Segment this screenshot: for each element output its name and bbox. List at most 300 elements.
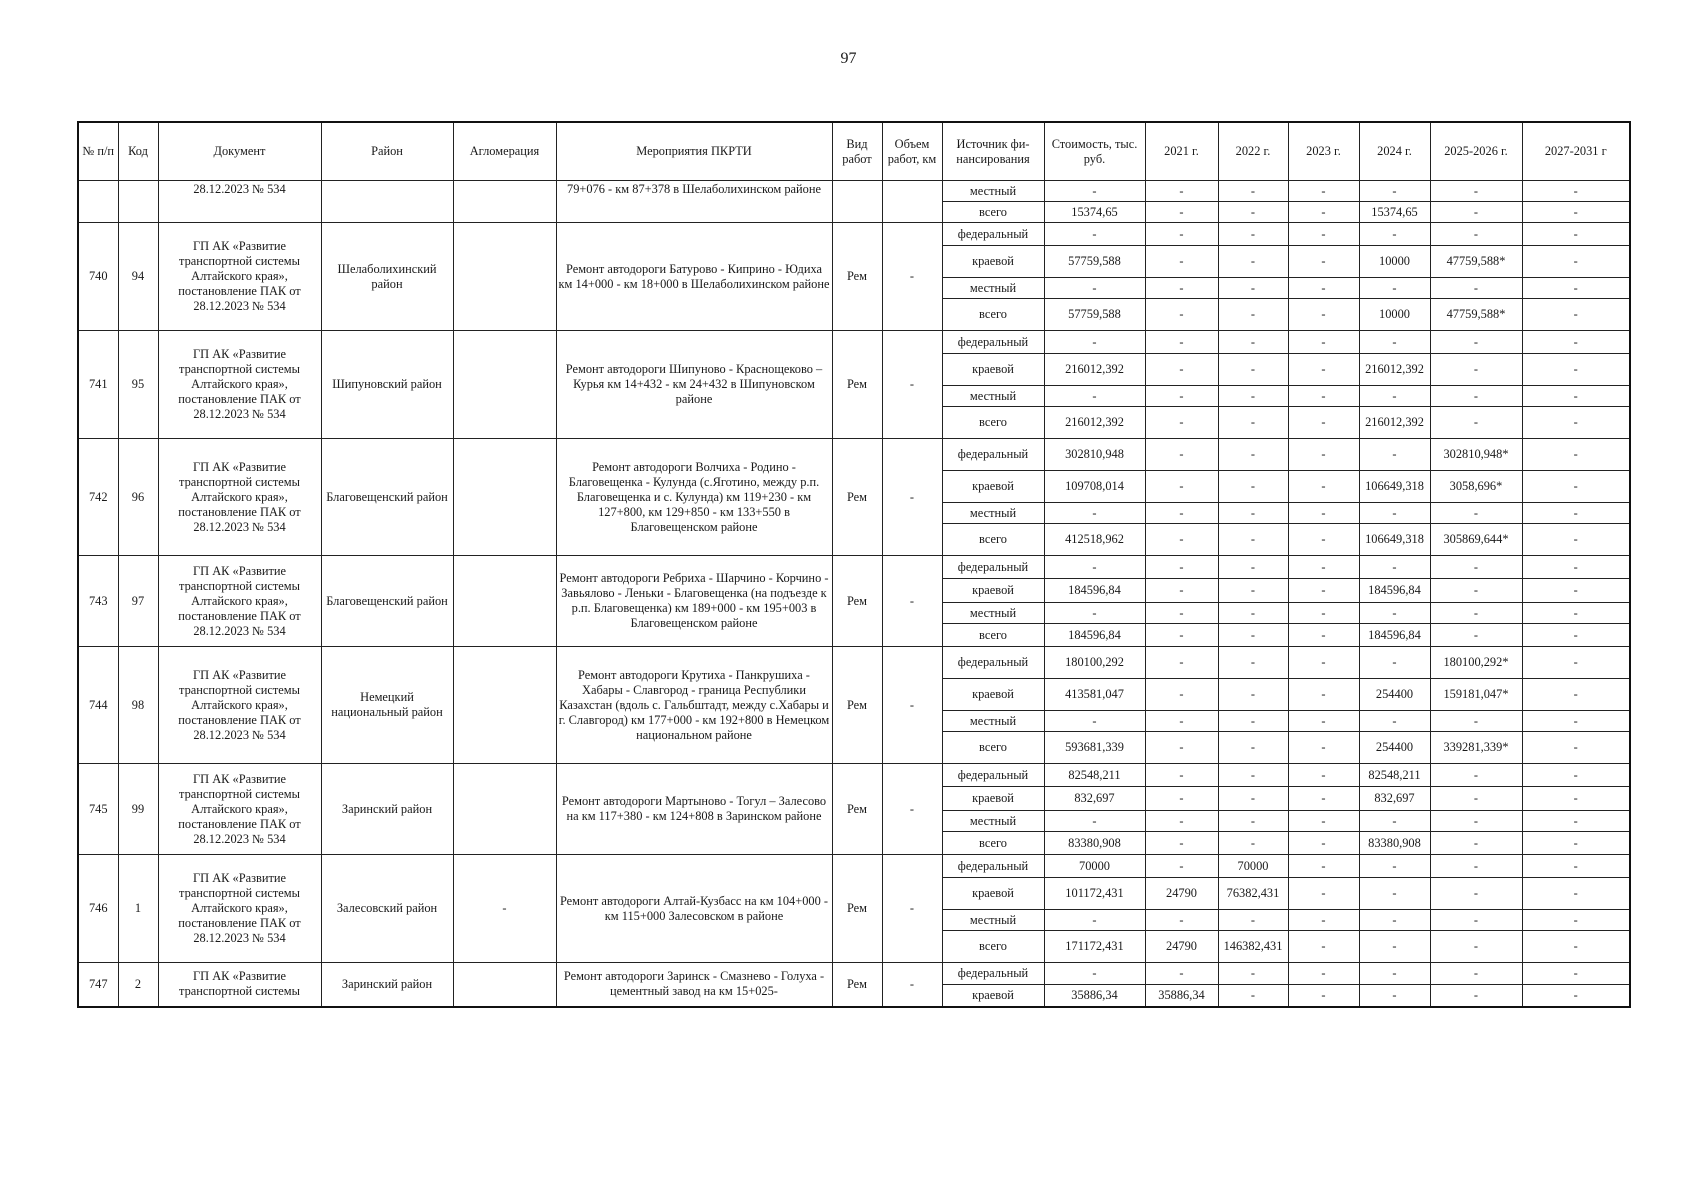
value-cell: - <box>1359 278 1430 299</box>
measure-cell: Ремонт автодороги Алтай-Кузбасс на км 104+000 - км 115+000 Залесовском в районе <box>556 855 832 963</box>
funding-source-cell: краевой <box>942 679 1044 711</box>
agglomeration-cell <box>453 439 556 556</box>
value-cell: 302810,948 <box>1044 439 1145 471</box>
value-cell: - <box>1288 603 1359 624</box>
value-cell: - <box>1218 386 1288 407</box>
value-cell: 35886,34 <box>1044 985 1145 1007</box>
value-cell: 82548,211 <box>1359 764 1430 787</box>
code-cell: 1 <box>118 855 158 963</box>
value-cell: - <box>1288 556 1359 579</box>
value-cell: - <box>1359 711 1430 732</box>
funding-source-cell: краевой <box>942 878 1044 910</box>
district-cell <box>321 181 453 223</box>
value-cell: 83380,908 <box>1359 832 1430 855</box>
volume-cell: - <box>882 556 942 647</box>
funding-source-cell: всего <box>942 299 1044 331</box>
code-cell: 94 <box>118 223 158 331</box>
row-number-cell: 742 <box>78 439 118 556</box>
value-cell: - <box>1288 439 1359 471</box>
value-cell: - <box>1218 524 1288 556</box>
value-cell: 24790 <box>1145 931 1218 963</box>
funding-source-cell: местный <box>942 278 1044 299</box>
value-cell: - <box>1288 299 1359 331</box>
value-cell: - <box>1359 855 1430 878</box>
funding-source-cell: федеральный <box>942 331 1044 354</box>
value-cell: 254400 <box>1359 732 1430 764</box>
value-cell: - <box>1288 832 1359 855</box>
value-cell: - <box>1145 181 1218 202</box>
value-cell: - <box>1145 386 1218 407</box>
funding-source-cell: местный <box>942 910 1044 931</box>
value-cell: - <box>1288 679 1359 711</box>
document-cell: 28.12.2023 № 534 <box>158 181 321 223</box>
district-cell: Благовещенский район <box>321 439 453 556</box>
row-number-cell: 741 <box>78 331 118 439</box>
value-cell: 412518,962 <box>1044 524 1145 556</box>
value-cell: - <box>1218 963 1288 985</box>
measure-cell: Ремонт автодороги Волчиха - Родино - Благовещенка - Кулунда (с.Яготино, между р.п. Благовещенка и с. Кулунда) км 119+230 - км 127+800, км 129+850 - км 133+550 в Благовещенском районе <box>556 439 832 556</box>
value-cell: - <box>1430 202 1522 223</box>
value-cell: - <box>1430 787 1522 811</box>
value-cell: - <box>1522 679 1630 711</box>
column-header: 2027-2031 г <box>1522 122 1630 181</box>
value-cell: - <box>1218 787 1288 811</box>
value-cell: - <box>1288 624 1359 647</box>
value-cell: - <box>1522 278 1630 299</box>
value-cell: 302810,948* <box>1430 439 1522 471</box>
value-cell: - <box>1145 711 1218 732</box>
value-cell: - <box>1145 202 1218 223</box>
value-cell: - <box>1522 931 1630 963</box>
value-cell: 106649,318 <box>1359 524 1430 556</box>
value-cell: 184596,84 <box>1044 624 1145 647</box>
value-cell: - <box>1522 246 1630 278</box>
value-cell: - <box>1044 910 1145 931</box>
value-cell: - <box>1522 223 1630 246</box>
value-cell: - <box>1218 503 1288 524</box>
header-row <box>78 122 1630 181</box>
value-cell: - <box>1145 732 1218 764</box>
value-cell: - <box>1522 299 1630 331</box>
table-row <box>78 855 1630 878</box>
document-cell: ГП АК «Развитие транспортной системы Алтайского края», постановление ПАК от 28.12.2023 № 534 <box>158 556 321 647</box>
value-cell: - <box>1522 603 1630 624</box>
column-header: Стоимость, тыс. руб. <box>1044 122 1145 181</box>
value-cell: - <box>1359 223 1430 246</box>
row-number-cell: 747 <box>78 963 118 1007</box>
value-cell: - <box>1522 732 1630 764</box>
value-cell: - <box>1044 181 1145 202</box>
value-cell: - <box>1218 331 1288 354</box>
value-cell: - <box>1359 910 1430 931</box>
value-cell: - <box>1044 386 1145 407</box>
value-cell: - <box>1044 331 1145 354</box>
funding-source-cell: всего <box>942 931 1044 963</box>
value-cell: - <box>1359 181 1430 202</box>
measure-cell: 79+076 - км 87+378 в Шелаболихинском районе <box>556 181 832 223</box>
funding-source-cell: федеральный <box>942 647 1044 679</box>
value-cell: 146382,431 <box>1218 931 1288 963</box>
value-cell: - <box>1145 299 1218 331</box>
value-cell: - <box>1044 811 1145 832</box>
value-cell: - <box>1288 181 1359 202</box>
column-header: Район <box>321 122 453 181</box>
value-cell: 3058,696* <box>1430 471 1522 503</box>
value-cell: - <box>1218 647 1288 679</box>
row-number-cell: 744 <box>78 647 118 764</box>
measure-cell: Ремонт автодороги Батурово - Киприно - Юдиха км 14+000 - км 18+000 в Шелаболихинском районе <box>556 223 832 331</box>
value-cell: - <box>1522 407 1630 439</box>
value-cell: - <box>1522 832 1630 855</box>
value-cell: - <box>1218 579 1288 603</box>
value-cell: - <box>1522 787 1630 811</box>
value-cell: - <box>1522 354 1630 386</box>
value-cell: - <box>1288 202 1359 223</box>
value-cell: - <box>1218 711 1288 732</box>
funding-source-cell: федеральный <box>942 556 1044 579</box>
row-number-cell: 743 <box>78 556 118 647</box>
agglomeration-cell <box>453 181 556 223</box>
value-cell: - <box>1522 647 1630 679</box>
column-header: № п/п <box>78 122 118 181</box>
value-cell: - <box>1522 985 1630 1007</box>
value-cell: - <box>1430 603 1522 624</box>
value-cell: - <box>1522 963 1630 985</box>
num-cell <box>78 181 118 223</box>
funding-source-cell: всего <box>942 624 1044 647</box>
value-cell: - <box>1145 331 1218 354</box>
value-cell: - <box>1218 299 1288 331</box>
value-cell: - <box>1288 910 1359 931</box>
agglomeration-cell <box>453 647 556 764</box>
value-cell: - <box>1522 556 1630 579</box>
funding-source-cell: федеральный <box>942 764 1044 787</box>
value-cell: 10000 <box>1359 246 1430 278</box>
value-cell: - <box>1430 278 1522 299</box>
value-cell: - <box>1288 386 1359 407</box>
value-cell: - <box>1522 524 1630 556</box>
value-cell: 35886,34 <box>1145 985 1218 1007</box>
value-cell: - <box>1218 679 1288 711</box>
value-cell: 832,697 <box>1044 787 1145 811</box>
row-number-cell: 740 <box>78 223 118 331</box>
value-cell: - <box>1145 624 1218 647</box>
document-cell: ГП АК «Развитие транспортной системы Алтайского края», постановление ПАК от 28.12.2023 № 534 <box>158 331 321 439</box>
code-cell: 97 <box>118 556 158 647</box>
value-cell: - <box>1044 603 1145 624</box>
value-cell: - <box>1359 386 1430 407</box>
work-type-cell: Рем <box>832 439 882 556</box>
value-cell: - <box>1145 246 1218 278</box>
value-cell: 70000 <box>1044 855 1145 878</box>
agglomeration-cell <box>453 331 556 439</box>
value-cell: 254400 <box>1359 679 1430 711</box>
value-cell: - <box>1430 556 1522 579</box>
value-cell: - <box>1145 471 1218 503</box>
funding-source-cell: краевой <box>942 787 1044 811</box>
column-header: 2024 г. <box>1359 122 1430 181</box>
value-cell: 216012,392 <box>1359 407 1430 439</box>
value-cell: - <box>1522 471 1630 503</box>
value-cell: 47759,588* <box>1430 246 1522 278</box>
value-cell: - <box>1430 711 1522 732</box>
value-cell: 216012,392 <box>1044 354 1145 386</box>
value-cell: - <box>1145 524 1218 556</box>
value-cell: - <box>1430 331 1522 354</box>
volume-cell: - <box>882 855 942 963</box>
value-cell: - <box>1145 787 1218 811</box>
value-cell: - <box>1218 910 1288 931</box>
value-cell: - <box>1044 223 1145 246</box>
value-cell: - <box>1522 878 1630 910</box>
value-cell: - <box>1522 503 1630 524</box>
value-cell: 24790 <box>1145 878 1218 910</box>
document-cell: ГП АК «Развитие транспортной системы Алтайского края», постановление ПАК от 28.12.2023 № 534 <box>158 647 321 764</box>
column-header: Мероприятия ПКРТИ <box>556 122 832 181</box>
volume-cell: - <box>882 963 942 1007</box>
document-cell: ГП АК «Развитие транспортной системы Алтайского края», постановление ПАК от 28.12.2023 № 534 <box>158 855 321 963</box>
value-cell: - <box>1218 246 1288 278</box>
district-cell: Заринский район <box>321 764 453 855</box>
value-cell: - <box>1288 931 1359 963</box>
funding-source-cell: местный <box>942 503 1044 524</box>
funding-source-cell: местный <box>942 603 1044 624</box>
column-header: Вид работ <box>832 122 882 181</box>
value-cell: - <box>1522 579 1630 603</box>
document-cell: ГП АК «Развитие транспортной системы Алтайского края», постановление ПАК от 28.12.2023 № 534 <box>158 764 321 855</box>
value-cell: - <box>1430 503 1522 524</box>
volume-cell: - <box>882 647 942 764</box>
value-cell: 216012,392 <box>1359 354 1430 386</box>
funding-source-cell: краевой <box>942 985 1044 1007</box>
funding-source-cell: местный <box>942 181 1044 202</box>
value-cell: - <box>1359 331 1430 354</box>
work-type-cell: Рем <box>832 764 882 855</box>
value-cell: - <box>1044 556 1145 579</box>
value-cell: - <box>1522 811 1630 832</box>
value-cell: - <box>1288 732 1359 764</box>
value-cell: - <box>1430 963 1522 985</box>
value-cell: - <box>1522 386 1630 407</box>
code-cell: 98 <box>118 647 158 764</box>
value-cell: - <box>1522 910 1630 931</box>
funding-source-cell: федеральный <box>942 963 1044 985</box>
measure-cell: Ремонт автодороги Крутиха - Панкрушиха - Хабары - Славгород - граница Республики Казахстан (вдоль с. Гальбштадт, между с.Хабары и г. Славгород) км 177+000 - км 192+800 в Немецком национальном районе <box>556 647 832 764</box>
funding-source-cell: федеральный <box>942 439 1044 471</box>
district-cell: Залесовский район <box>321 855 453 963</box>
value-cell: - <box>1359 811 1430 832</box>
value-cell: - <box>1145 439 1218 471</box>
volume-cell: - <box>882 764 942 855</box>
value-cell: - <box>1522 855 1630 878</box>
funding-source-cell: всего <box>942 524 1044 556</box>
value-cell: - <box>1218 407 1288 439</box>
value-cell: - <box>1522 181 1630 202</box>
column-header: 2022 г. <box>1218 122 1288 181</box>
value-cell: - <box>1359 647 1430 679</box>
value-cell: 184596,84 <box>1044 579 1145 603</box>
value-cell: - <box>1218 471 1288 503</box>
value-cell: - <box>1218 181 1288 202</box>
volume-cell: - <box>882 331 942 439</box>
value-cell: - <box>1430 985 1522 1007</box>
district-cell: Немецкий национальный район <box>321 647 453 764</box>
value-cell: - <box>1218 732 1288 764</box>
value-cell: - <box>1218 985 1288 1007</box>
value-cell: 413581,047 <box>1044 679 1145 711</box>
agglomeration-cell: - <box>453 855 556 963</box>
value-cell: - <box>1288 278 1359 299</box>
code-cell <box>118 181 158 223</box>
value-cell: 593681,339 <box>1044 732 1145 764</box>
value-cell: - <box>1145 556 1218 579</box>
value-cell: 305869,644* <box>1430 524 1522 556</box>
funding-source-cell: краевой <box>942 246 1044 278</box>
district-cell: Благовещенский район <box>321 556 453 647</box>
table-row <box>78 181 1630 202</box>
column-header: Объем работ, км <box>882 122 942 181</box>
value-cell: - <box>1145 855 1218 878</box>
value-cell: - <box>1288 579 1359 603</box>
value-cell: - <box>1522 331 1630 354</box>
value-cell: - <box>1288 855 1359 878</box>
value-cell: 184596,84 <box>1359 579 1430 603</box>
value-cell: 83380,908 <box>1044 832 1145 855</box>
value-cell: - <box>1288 471 1359 503</box>
value-cell: 101172,431 <box>1044 878 1145 910</box>
value-cell: - <box>1218 603 1288 624</box>
value-cell: - <box>1359 985 1430 1007</box>
work-type-cell: Рем <box>832 331 882 439</box>
value-cell: 57759,588 <box>1044 246 1145 278</box>
value-cell: - <box>1288 331 1359 354</box>
value-cell: - <box>1359 963 1430 985</box>
value-cell: - <box>1288 878 1359 910</box>
value-cell: - <box>1288 711 1359 732</box>
value-cell: - <box>1218 832 1288 855</box>
column-header: Источник фи-нансирования <box>942 122 1044 181</box>
value-cell: - <box>1359 503 1430 524</box>
value-cell: 47759,588* <box>1430 299 1522 331</box>
funding-source-cell: краевой <box>942 579 1044 603</box>
row-number-cell: 745 <box>78 764 118 855</box>
value-cell: 57759,588 <box>1044 299 1145 331</box>
value-cell: - <box>1522 764 1630 787</box>
value-cell: - <box>1044 711 1145 732</box>
value-cell: - <box>1430 855 1522 878</box>
value-cell: 832,697 <box>1359 787 1430 811</box>
investment-table <box>77 121 1631 1008</box>
code-cell: 99 <box>118 764 158 855</box>
column-header: Документ <box>158 122 321 181</box>
funding-source-cell: местный <box>942 386 1044 407</box>
funding-source-cell: всего <box>942 732 1044 764</box>
value-cell: - <box>1430 354 1522 386</box>
funding-source-cell: федеральный <box>942 223 1044 246</box>
table-row <box>78 764 1630 787</box>
document-cell: ГП АК «Развитие транспортной системы <box>158 963 321 1007</box>
value-cell: 159181,047* <box>1430 679 1522 711</box>
value-cell: - <box>1288 503 1359 524</box>
value-cell: - <box>1430 764 1522 787</box>
work-type-cell: Рем <box>832 647 882 764</box>
value-cell: - <box>1288 524 1359 556</box>
value-cell: - <box>1288 407 1359 439</box>
work-type-cell: Рем <box>832 556 882 647</box>
value-cell: - <box>1218 354 1288 386</box>
value-cell: - <box>1522 711 1630 732</box>
value-cell: - <box>1218 439 1288 471</box>
table-row <box>78 647 1630 679</box>
value-cell: - <box>1145 278 1218 299</box>
value-cell: - <box>1522 439 1630 471</box>
value-cell: - <box>1430 223 1522 246</box>
column-header: 2025-2026 г. <box>1430 122 1522 181</box>
agglomeration-cell <box>453 963 556 1007</box>
value-cell: - <box>1044 503 1145 524</box>
agglomeration-cell <box>453 223 556 331</box>
value-cell: 82548,211 <box>1044 764 1145 787</box>
value-cell: 70000 <box>1218 855 1288 878</box>
value-cell: - <box>1145 647 1218 679</box>
value-cell: - <box>1288 246 1359 278</box>
value-cell: - <box>1359 931 1430 963</box>
value-cell: 184596,84 <box>1359 624 1430 647</box>
column-header: 2021 г. <box>1145 122 1218 181</box>
work-type-cell: Рем <box>832 855 882 963</box>
value-cell: - <box>1145 832 1218 855</box>
value-cell: - <box>1044 963 1145 985</box>
value-cell: - <box>1218 624 1288 647</box>
measure-cell: Ремонт автодороги Мартыново - Тогул – Залесово на км 117+380 - км 124+808 в Заринском районе <box>556 764 832 855</box>
work-type-cell: Рем <box>832 963 882 1007</box>
value-cell: 15374,65 <box>1359 202 1430 223</box>
value-cell: - <box>1288 985 1359 1007</box>
column-header: 2023 г. <box>1288 122 1359 181</box>
page-number: 97 <box>840 50 857 67</box>
code-cell: 2 <box>118 963 158 1007</box>
row-number-cell: 746 <box>78 855 118 963</box>
value-cell: - <box>1218 556 1288 579</box>
work-type-cell <box>832 181 882 223</box>
value-cell: 15374,65 <box>1044 202 1145 223</box>
measure-cell: Ремонт автодороги Ребриха - Шарчино - Корчино - Завьялово - Леньки - Благовещенка (на подъезде к р.п. Благовещенка) км 189+000 - км 195+003 в Благовещенском районе <box>556 556 832 647</box>
value-cell: - <box>1522 624 1630 647</box>
funding-source-cell: федеральный <box>942 855 1044 878</box>
volume-cell <box>882 181 942 223</box>
funding-source-cell: всего <box>942 832 1044 855</box>
value-cell: - <box>1288 647 1359 679</box>
value-cell: - <box>1430 181 1522 202</box>
value-cell: - <box>1145 223 1218 246</box>
table-row <box>78 223 1630 246</box>
column-header: Агломерация <box>453 122 556 181</box>
funding-source-cell: местный <box>942 811 1044 832</box>
value-cell: 109708,014 <box>1044 471 1145 503</box>
district-cell: Шипуновский район <box>321 331 453 439</box>
measure-cell: Ремонт автодороги Шипуново - Краснощеково – Курья км 14+432 - км 24+432 в Шипуновском районе <box>556 331 832 439</box>
value-cell: - <box>1218 278 1288 299</box>
value-cell: - <box>1288 811 1359 832</box>
value-cell: - <box>1359 439 1430 471</box>
document-cell: ГП АК «Развитие транспортной системы Алтайского края», постановление ПАК от 28.12.2023 № 534 <box>158 223 321 331</box>
code-cell: 96 <box>118 439 158 556</box>
value-cell: - <box>1430 878 1522 910</box>
code-cell: 95 <box>118 331 158 439</box>
value-cell: - <box>1288 787 1359 811</box>
value-cell: 180100,292 <box>1044 647 1145 679</box>
value-cell: - <box>1218 202 1288 223</box>
